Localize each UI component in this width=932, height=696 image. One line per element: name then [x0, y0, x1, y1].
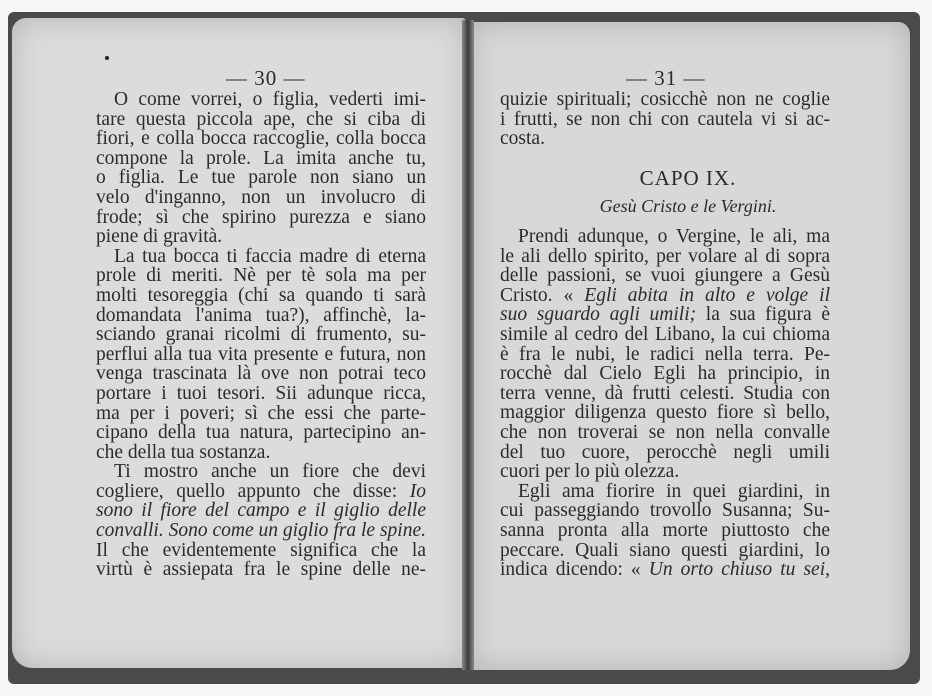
text-line	[96, 110, 426, 130]
text-line	[500, 266, 830, 286]
text-line	[500, 325, 830, 345]
text-run: o figlia. Le tue parole non siano un	[96, 167, 426, 189]
italic-run: suo sguardo agli umili;	[500, 304, 697, 326]
text-line	[96, 208, 426, 228]
italic-run: Egli abita in alto e volge il	[584, 284, 830, 306]
text-run: sanna pronta alla morte piuttosto che	[500, 519, 830, 541]
text-line	[500, 521, 830, 541]
text-line	[500, 286, 830, 306]
text-run: simile al cedro del Libano, la cui chioma	[500, 323, 830, 345]
left-page-number: — 30 —	[226, 66, 306, 90]
text-run: cipano della tua natura, partecipino an-	[96, 422, 426, 444]
chapter-title: CAPO IX.	[639, 166, 737, 190]
text-run: molti tesoreggia (chi sa quando ti sarà	[96, 284, 426, 306]
text-run: cui passeggiando trovollo Susanna; Su-	[500, 500, 830, 522]
text-line	[96, 129, 426, 149]
text-line	[500, 247, 830, 267]
text-line	[500, 227, 830, 247]
text-run: terra venne, dà frutti celesti. Studia con	[500, 382, 830, 404]
text-run: le ali dello spirito, per volare al di sopra	[500, 245, 830, 267]
text-line	[96, 286, 426, 306]
text-line	[96, 247, 426, 267]
text-run: tare questa piccola ape, che si ciba di	[96, 108, 426, 130]
text-line	[500, 403, 830, 423]
text-run: indica dicendo: «	[500, 559, 649, 581]
text-run: Egli ama fiorire in quei giardini, in	[518, 480, 830, 502]
text-run: delle passioni, se vuoi giungere a Gesù	[500, 265, 830, 287]
text-line	[500, 384, 830, 404]
text-run: cogliere, quello appunto che disse:	[96, 480, 410, 502]
text-line	[500, 541, 830, 561]
right-page-body	[500, 227, 830, 580]
text-run: velo d'inganno, non un involucro di	[96, 186, 426, 208]
text-run: Prendi adunque, o Vergine, le ali, ma	[518, 226, 830, 247]
text-run: Il che evidentemente significa che la	[96, 539, 426, 561]
text-run: maggior diligenza questo fiore sì bello,	[500, 402, 830, 424]
italic-run: convalli. Sono come un giglio fra le spine.	[96, 520, 426, 542]
text-line	[96, 482, 426, 502]
text-run: che della tua sostanza.	[96, 441, 271, 463]
text-run: piene di gravità.	[96, 226, 223, 248]
book-gutter	[462, 20, 474, 670]
text-line	[96, 423, 426, 443]
text-line	[96, 384, 426, 404]
text-line	[500, 462, 830, 482]
text-run: ma per i poveri; sì che essi che parte-	[96, 402, 426, 424]
text-run: portare i tuoi tesori. Sii adunque ricca,	[96, 382, 426, 404]
text-line	[500, 305, 830, 325]
text-line	[96, 227, 426, 247]
right-page-number: — 31 —	[626, 66, 706, 90]
text-line	[96, 188, 426, 208]
text-line	[500, 90, 830, 110]
text-line	[500, 501, 830, 521]
text-run: i frutti, se non chi con cautela vi si ac-	[500, 108, 830, 130]
text-run: cuori per lo più olezza.	[500, 461, 680, 483]
text-line	[96, 306, 426, 326]
text-run: è fra le nubi, le radici nella terra. Pe-	[500, 343, 830, 365]
italic-run: Un orto chiuso tu sei,	[648, 559, 830, 581]
text-run: che non troverai se non nella convalle	[500, 421, 830, 443]
text-run: compone la prole. La imita anche tu,	[96, 147, 426, 169]
text-line	[500, 110, 830, 130]
text-run: frode; sì che spirino purezza e siano	[96, 206, 426, 228]
text-run: prole di meriti. Nè per tè sola ma per	[96, 265, 426, 287]
text-run: fiori, e colla bocca raccoglie, colla bocca	[96, 128, 426, 150]
text-run: peccare. Quali siano questi giardini, lo	[500, 539, 830, 561]
text-line	[96, 501, 426, 521]
text-run: perflui alla tua vita presente e futura, non	[96, 343, 426, 365]
text-run: quizie spirituali; cosicchè non ne coglie	[500, 89, 830, 110]
italic-run: sono il fiore del campo e il giglio delle	[96, 500, 426, 522]
text-run: la sua figura è	[696, 304, 830, 326]
text-line	[96, 521, 426, 541]
text-line	[96, 404, 426, 424]
text-line	[96, 462, 426, 482]
text-run: Cristo. «	[500, 284, 585, 306]
text-line	[500, 482, 830, 502]
text-line	[96, 443, 426, 463]
text-run: del tuo cuore, perocchè negli umili	[500, 441, 830, 463]
text-line	[96, 345, 426, 365]
text-line	[500, 560, 830, 580]
text-run: domandata l'anima tua?), affinchè, la-	[96, 304, 426, 326]
text-line	[96, 266, 426, 286]
text-line	[96, 541, 426, 561]
text-run: venga trascinata là ove non potrai teco	[96, 363, 426, 385]
ink-speck	[105, 56, 109, 60]
text-line	[96, 325, 426, 345]
text-line	[500, 364, 830, 384]
text-run: Ti mostro anche un fiore che devi	[114, 461, 426, 483]
text-line	[96, 149, 426, 169]
text-line	[96, 168, 426, 188]
right-page-top-body	[500, 90, 830, 149]
text-run: sciando granai ricolmi di frumento, su-	[96, 324, 426, 346]
text-run: O come vorrei, o figlia, vederti imi-	[114, 89, 426, 110]
italic-run: Io	[409, 480, 426, 502]
text-line	[96, 560, 426, 580]
left-page-body	[96, 90, 426, 580]
text-run: virtù è assiepata fra le spine delle ne-	[96, 559, 426, 581]
text-line	[500, 129, 830, 149]
text-run: La tua bocca ti faccia madre di eterna	[114, 245, 426, 267]
text-line	[500, 443, 830, 463]
text-run: rocchè dal Cielo Egli ha principio, in	[500, 363, 830, 385]
text-line	[500, 423, 830, 443]
text-line	[96, 90, 426, 110]
text-run: costa.	[500, 128, 545, 150]
text-line	[96, 364, 426, 384]
chapter-subtitle: Gesù Cristo e le Vergini.	[599, 196, 777, 216]
text-line	[500, 345, 830, 365]
